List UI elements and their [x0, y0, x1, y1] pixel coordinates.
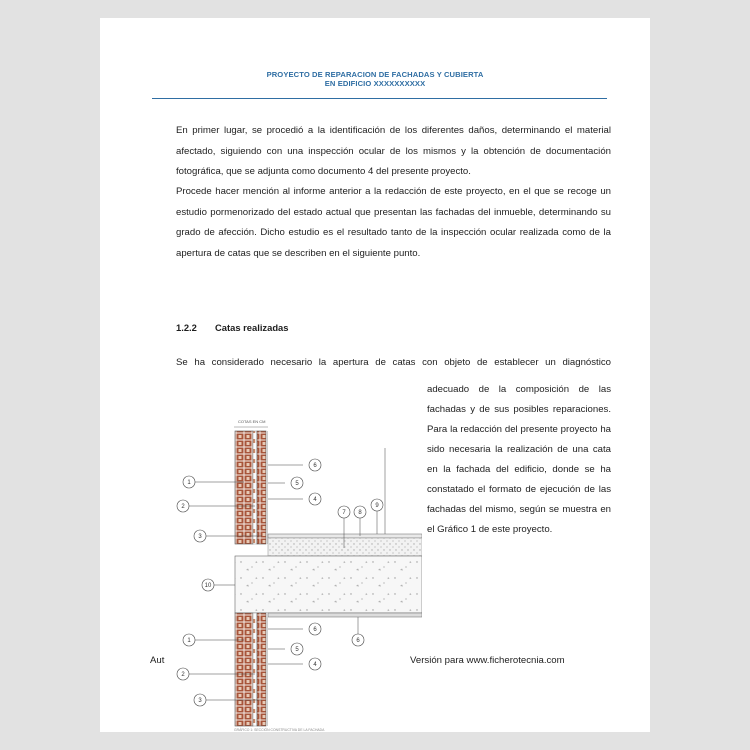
outer-brick-leaf-lower [235, 613, 253, 726]
inner-brick-leaf-lower [257, 613, 266, 726]
plaster-lower [266, 613, 268, 726]
header-divider [152, 98, 607, 99]
inner-brick-leaf-upper [257, 431, 266, 544]
side-paragraph: adecuado de la composición de las fachadas y de sus posibles reparaciones. Para la redacción del presente proyecto ha sido necesaria la realización de una cata en la fachada del edificio, donde se ha constatado el formato de ejecución de las fachadas del mismo, según se muestra en el Gráfico 1 de este proyecto. [427, 384, 611, 535]
section-title: Catas realizadas [215, 322, 289, 333]
ceiling-plaster [268, 613, 422, 617]
air-chamber-lower [253, 613, 257, 726]
callout-label: 2 [181, 672, 185, 678]
callout-label: 8 [358, 510, 362, 516]
header-title-line1: PROYECTO DE REPARACION DE FACHADAS Y CUBIERTA [266, 70, 484, 79]
callout-label: 1 [187, 480, 191, 486]
figure-caption: GRÁFICO 1: SECCIÓN CONSTRUCTIVA DE LA FACHADA [234, 728, 325, 732]
callout-label: 6 [313, 463, 317, 469]
air-chamber-upper [253, 431, 257, 544]
callout-label: 10 [204, 583, 212, 589]
paragraph-identificacion: En primer lugar, se procedió a la identificación de los diferentes daños, determinando el material afectado, siguiendo con una inspección ocular de los mismos y la obtención de documentación fotográfica, que se adjunta como documento 4 del presente proyecto. [176, 125, 611, 177]
paragraph-informe: Procede hacer mención al informe anterior a la redacción de este proyecto, en el que se recoge un estudio pormenorizado del estado actual que presentan las fachadas del inmueble, determinando su grado de afección. Dicho estudio es el resultado tanto de la inspección ocular realizada como de la apertura de catas que se describen en el siguiente punto. [176, 186, 611, 259]
footer-author: Aut [150, 655, 165, 666]
callout-label: 5 [295, 647, 299, 653]
section-heading [176, 322, 288, 333]
section-number: 1.2.2 [176, 322, 197, 333]
section-drawing [172, 398, 422, 733]
concrete-slab [235, 556, 422, 613]
callout-label: 4 [313, 662, 317, 668]
document-page [100, 18, 650, 732]
drawing-title: COTAS EN CM [238, 419, 266, 424]
callout-label: 4 [313, 497, 317, 503]
intro-paragraph: Se ha considerado necesario la apertura de catas con objeto de establecer un diagnóstico [176, 357, 611, 368]
page-header [100, 70, 650, 88]
floor-finish [268, 534, 422, 538]
callout-label: 6 [356, 638, 360, 644]
callout-label: 2 [181, 504, 185, 510]
footer-version: Versión para www.ficherotecnia.com [410, 655, 565, 666]
callout-label: 3 [198, 534, 202, 540]
outer-brick-leaf-upper [235, 431, 253, 544]
callout-label: 7 [342, 510, 346, 516]
callout-label: 1 [187, 638, 191, 644]
callout-label: 9 [375, 503, 379, 509]
callout-label: 5 [295, 481, 299, 487]
plaster-upper [266, 431, 268, 544]
callout-label: 6 [313, 627, 317, 633]
mortar-screed [268, 538, 422, 556]
header-title-line2: EN EDIFICIO XXXXXXXXXX [324, 79, 426, 88]
callout-label: 3 [198, 698, 202, 704]
